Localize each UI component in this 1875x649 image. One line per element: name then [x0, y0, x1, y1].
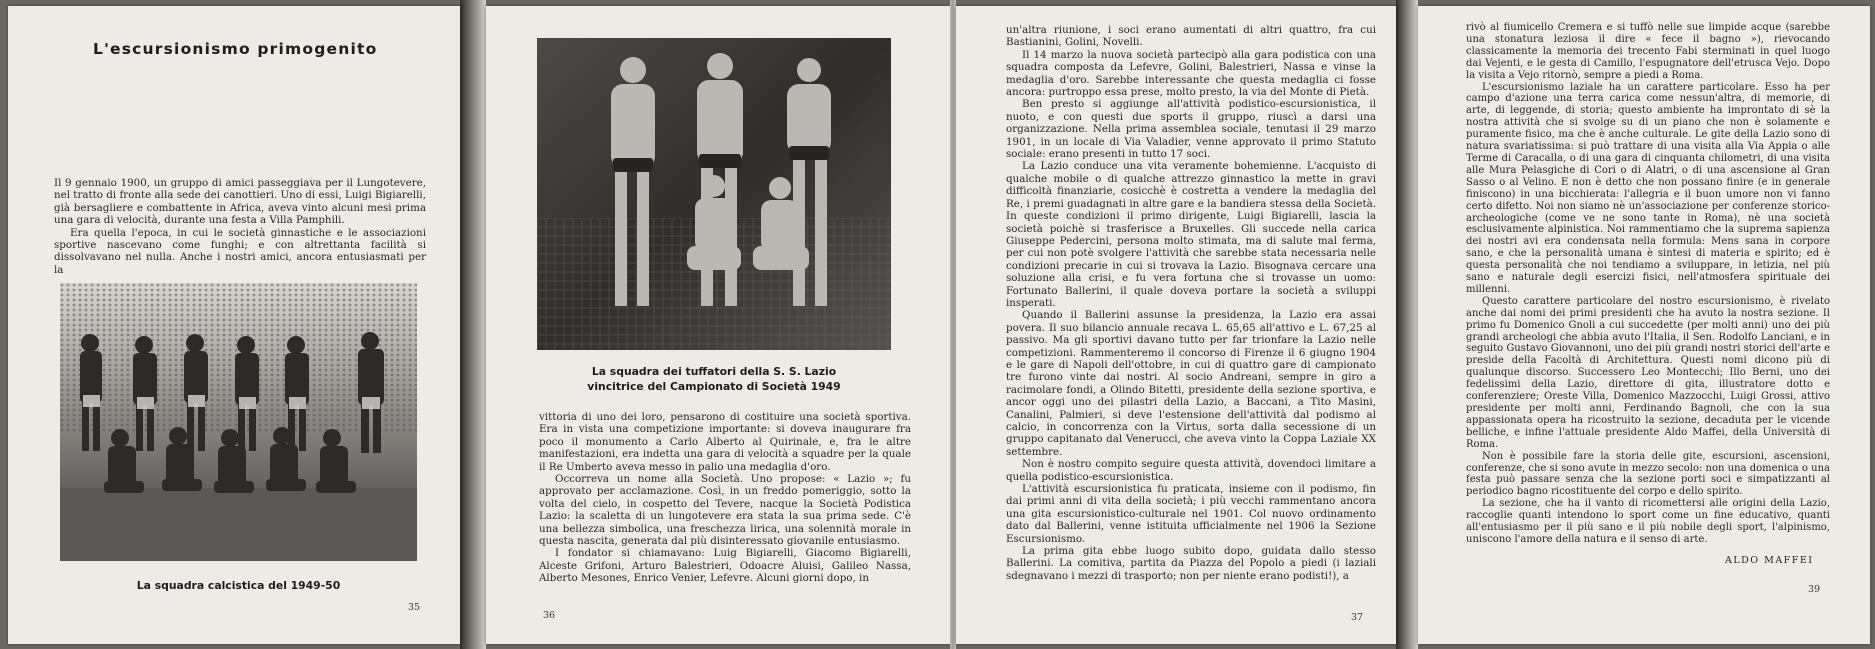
photo-caption: La squadra calcistica del 1949-50 — [136, 579, 341, 592]
paragraph: La sezione, che ha il vanto di ricomettersi alle origini della Lazio, raccoglie quanti intendono lo sport come un fine educativo, quanti all'entusiasmo per il più sano e il più nobile degli sport, l'alpinismo, uniscono l'amore della natura e il senso di arte. — [1466, 498, 1830, 545]
paragraph: I fondator si chiamavano: Luig Bigiarelli, Giacomo Bigiarelli, Alceste Grifoni, Arturo Balestrieri, Odoacre Aluisi, Galileo Nassa, Alberto Mesones, Enrico Venier, Lefevre. Alcuni giorni dopo, in — [539, 547, 911, 585]
caption-line: La squadra dei tuffatori della S. S. Lazio — [591, 365, 837, 378]
paragraph: Questo carattere particolare del nostro escursionismo, è rivelato anche dai nomi dei primi presidenti che ha avuto la nostra sezione. Il primo fu Domenico Gnoli a cui succedette (per molti anni) uno dei più grandi archeologi che abbia avuto l'Italia, il Sen. Rodolfo Lanciani, e in seguito Gustavo Giovannoni, uno dei più grandi nostri storici dell'arte e preside della Facoltà di Architettura. Questi nomi dicono più di qualunque discorso. Successero Leo Montecchi; Illo Berni, uno dei fedelissimi della Lazio, direttore di gita, illustratore dotto e conferenziere; Oreste Villa, Domenico Mazzocchi, Luigi Grossi, attivo presidente per molti anni, Ferdinando Bagnoli, che con la sua appassionata opera ha ricostruito la sezione, decaduta per le vicende belliche, e infine l'attuale presidente Aldo Maffei, della Università di Roma. — [1466, 295, 1830, 450]
page-36 — [486, 6, 950, 644]
page-number: 37 — [1351, 612, 1364, 623]
paragraph: Il 14 marzo la nuova società partecipò alla gara podistica con una squadra composta da Lefevre, Golini, Balestrieri, Nassa e vinse la medaglia d'oro. Sarebbe interessante che questa medaglia ci fosse ancora: purtroppo essa prese, molto presto, la via del Monte di Pietà. — [1006, 48, 1376, 99]
page-37 — [956, 6, 1396, 644]
paragraph: L'attività escursionistica fu praticata, insieme con il podismo, fin dai primi anni di vita della società; i più vecchi rammentano ancora una gita escursionistico-culturale nel 1901. Col nuovo ordinamento dato dal Ballerini, venne istituita ufficialmente nel 1906 la Sezione Escursionismo. — [1006, 483, 1376, 545]
body-text — [1466, 22, 1830, 546]
body-text — [1006, 24, 1376, 582]
paragraph: vittoria di uno dei loro, pensarono di costituire una società sportiva. Era in vista una competizione importante: si doveva inaugurare fra poco il monumento a Carlo Alberto al Quirinale, e, fra le altre manifestazioni, era indetta una gara di velocità a squadre per la quale il Re Umberto aveva messo in palio una medaglia d'oro. — [539, 411, 911, 473]
page-39 — [1418, 6, 1870, 644]
gutter-shadow — [1396, 0, 1418, 649]
paragraph: Occorreva un nome alla Società. Uno propose: « Lazio »; fu approvato per acclamazione. Così, in un freddo pomeriggio, sotto la volta del cielo, in cospetto del Tevere, nacque la Società Podistica Lazio: la scaletta di un lungotevere era stata la sua prima sede. C'è una bellezza simbolica, una freschezza lirica, una solennità morale in questa nascita, generata dal più disinteressato giovanile entusiasmo. — [539, 473, 911, 548]
page-35 — [8, 6, 460, 644]
paragraph: un'altra riunione, i soci erano aumentati di altri quattro, fra cui Bastianini, Golini, Novelli. — [1006, 24, 1376, 49]
paragraph: rivò al fiumicello Cremera e si tuffò nelle sue limpide acque (sarebbe una stonatura leziosa il dire « fece il bagno »), rievocando classicamente la memoria dei trecento Fabi sterminati in quel luogo dai Vejenti, e le gesta di Camillo, l'espugnatore dell'etrusca Vejo. Dopo la visita a Vejo ritornò, sempre a piedi a Roma. — [1466, 22, 1830, 81]
divers-team-photo — [537, 38, 891, 350]
page-number: 36 — [543, 610, 556, 621]
page-number: 39 — [1808, 584, 1821, 595]
author-signature: ALDO MAFFEI — [1725, 555, 1814, 566]
paragraph: La prima gita ebbe luogo subito dopo, guidata dallo stesso Ballerini. La comitiva, partita da Piazza del Popolo a piedi (i laziali sdegnavano i mezzi di trasporto; non per niente erano podisti!), a — [1006, 545, 1376, 582]
body-text — [54, 177, 426, 276]
caption-line: vincitrice del Campionato di Società 1949 — [587, 380, 841, 393]
paragraph: L'escursionismo laziale ha un carattere particolare. Esso ha per campo d'azione una terra carica come nessun'altra, di memorie, di arte, di leggende, di storia; questo ambiente ha improntato di sè la nostra attività che si svolge su di un piano che non è solamente e puramente fisico, ma che è anche culturale. Le gite della Lazio sono di natura svariatissima: si può trattare di una visita alla Via Appia o alle Terme di Caracalla, o di una gara di cinquanta chilometri, di una visita alle Mura Pelasgiche di Cori o di Alatri, o di una ascensione al Gran Sasso o al Velino. E non è detto che non possano finire (e in generale finiscono) in una bicchierata: l'allegria e il buon umore non vi fanno certo difetto. Noi non siamo nè un'associazione per conferenze storico-archeologiche (come ve ne sono tante in Roma), nè una società esclusivamente alpinistica. Noi rammentiamo che la suprema sapienza dei nostri avi era condensata nella formula: Mens sana in corpore sano, e che la personalità umana è sintesi di materia e spirito; ed è questa personalità che noi tendiamo a sviluppare, in letizia, nel più sano e naturale degli esercizi fisici, nell'atmosfera spirituale dei millenni. — [1466, 81, 1830, 295]
photo-caption — [537, 364, 891, 394]
football-team-photo — [60, 283, 417, 561]
paragraph: Non è possibile fare la storia delle gite, escursioni, ascensioni, conferenze, che si sono avute in mezzo secolo: non una domenica o una festa può passare senza che la sezione porti soci e simpatizzanti al periodico bagno ricostituente del corpo e dello spirito. — [1466, 450, 1830, 498]
body-text — [539, 411, 911, 585]
paragraph: Non è nostro compito seguire questa attività, dovendoci limitare a quella podistico-escursionistica. — [1006, 458, 1376, 483]
paragraph: La Lazio conduce una vita veramente bohemienne. L'acquisto di qualche mobile o di qualche attrezzo ginnastico la mette in gravi difficoltà finanziarie, cosicchè è costretta a vendere la medaglia del Re, i premi guadagnati in altre gare e la bandiera stessa della Società. In queste condizioni il primo dirigente, Luigi Bigiarelli, lascia la società poichè si trasferisce a Bruxelles. Gli succede nella carica Giuseppe Pedercini, persona molto stimata, ma di salute mal ferma, per cui non potè svolgere l'attività che sarebbe stata necessaria nelle condizioni precarie in cui si trovava la Lazio. Bisognava cercare una soluzione alla crisi, e fu vera fortuna che si trovasse un uomo: Fortunato Ballerini, il quale doveva portare la società a sviluppi insperati. — [1006, 160, 1376, 309]
page-number: 35 — [408, 602, 421, 613]
paragraph: Quando il Ballerini assunse la presidenza, la Lazio era assai povera. Il suo bilancio annuale recava L. 65,65 all'attivo e L. 67,25 al passivo. Ma gli sportivi davano tutto per far trionfare la Lazio nelle competizioni. Rammenteremo il concorso di Firenze il 6 giugno 1904 e le gare di Napoli dell'ottobre, in cui di quattro gare di campionato tre furono vinte dai nostri. Al socio Andreani, sempre in giro a racimolare fondi, a Olindo Bitetti, presidente della sezione sportiva, e ancor oggi uno dei pilastri della Lazio, a Baccani, a Tito Masini, Canalini, Palmieri, si deve l'estensione dell'attività dal podismo al calcio, in concorrenza con la Virtus, sorta dalla secessione di un gruppo capitanato dal Venerucci, che aveva vinto la Coppa Laziale XX settembre. — [1006, 309, 1376, 458]
paragraph: Era quella l'epoca, in cui le società ginnastiche e le associazioni sportive nascevano come funghi; e con altrettanta facilità si dissolvavano nel nulla. Anche i nostri amici, ancora entusiasmati per la — [54, 226, 426, 276]
paragraph: Il 9 gennaio 1900, un gruppo di amici passeggiava per il Lungotevere, nel tratto di fronte alla sede dei canottieri. Uno di essi, Luigi Bigiarelli, già bersagliere e combattente in Africa, aveva vinto alcuni mesi prima una gara di velocità, durante una festa a Villa Pamphili. — [54, 177, 426, 227]
paragraph: Ben presto si aggiunge all'attività podistico-escursionistica, il nuoto, e con questi due sports il gruppo, riuscì a darsi una organizzazione. Nella prima assemblea sociale, tenutasi il 29 marzo 1901, in un locale di Via Valadier, venne approvato il primo Statuto sociale: erano presenti in tutto 17 soci. — [1006, 98, 1376, 161]
chapter-title: L'escursionismo primogenito — [93, 40, 378, 58]
gutter-shadow — [460, 0, 486, 649]
